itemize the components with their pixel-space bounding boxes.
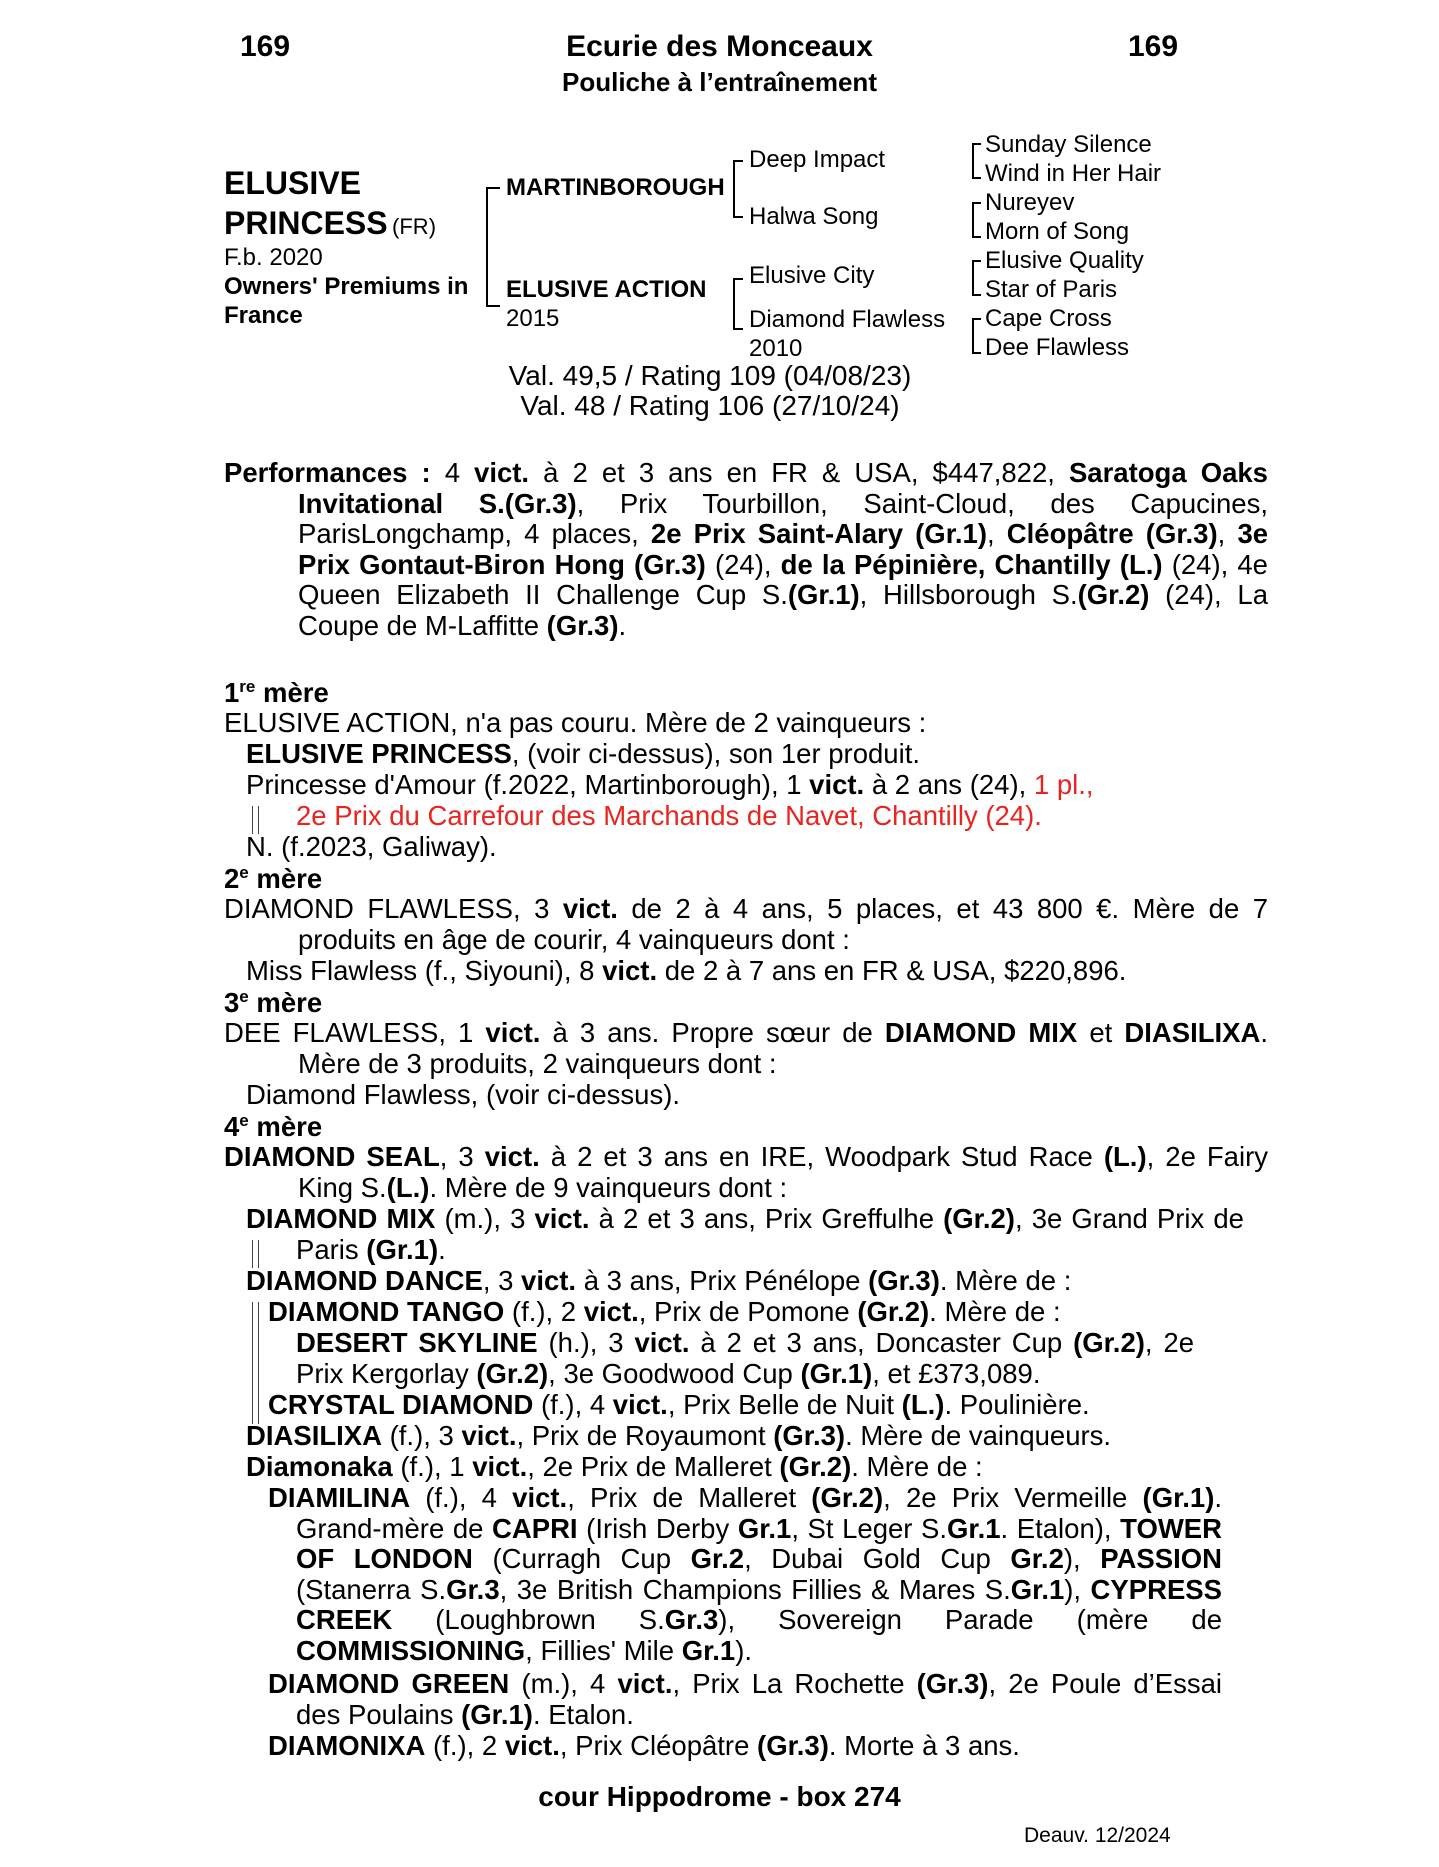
produce-text: , 3e British Champions Fillies & Mares S. [499, 1573, 1011, 1605]
perf-text: à 2 et 3 ans en FR & USA, $447,822, [529, 457, 1069, 488]
bracket-tick [972, 202, 981, 204]
produce-bold: TOWER OF LONDON [296, 1512, 1222, 1575]
produce-text: . Mère de : [929, 1296, 1061, 1327]
dam-text: et [1077, 1017, 1125, 1048]
produce-grade: (Gr.2) [1073, 1327, 1145, 1358]
produce-crystal-diamond [268, 1390, 1222, 1421]
dam-text: . Mère de 3 produits, 2 vainqueurs dont : [298, 1017, 1268, 1079]
produce-text: Princesse d'Amour (f.2022, Martinborough), 1 [246, 769, 810, 800]
gen3-nureyev: Nureyev [985, 189, 1075, 216]
produce-diamond-dance [246, 1266, 1244, 1297]
produce-text: . Poulinière. [944, 1389, 1090, 1420]
pedigree-bracket-gen1-bottom [486, 305, 500, 307]
sire-name: MARTINBOROUGH [506, 174, 725, 201]
dam-text: de 2 à 4 ans, 5 places, et 43 800 €. Mère de 7 produits en âge de courir, 4 vainqueurs dont : [298, 893, 1269, 955]
produce-diamond-mix [246, 1204, 1244, 1265]
bracket-tick [972, 318, 981, 320]
produce-text: . Etalon. [532, 1698, 634, 1730]
dam-vict: vict. [485, 1017, 541, 1048]
produce-text: , 3 [482, 1265, 522, 1296]
dam-bold-name: DIAMOND SEAL [224, 1141, 440, 1172]
dam-grade: (L.) [1103, 1141, 1147, 1172]
bracket-tick [972, 260, 981, 262]
produce-bold: Gr.2 [690, 1543, 745, 1575]
ordinal: 3 [224, 987, 240, 1018]
perf-text: , [986, 518, 1007, 550]
produce-grade: (Gr.1) [366, 1233, 439, 1265]
produce-text: . Mère de vainqueurs. [845, 1420, 1112, 1451]
produce-text: à 3 ans, Prix Pénélope [576, 1265, 869, 1296]
dam-sire: Elusive City [749, 262, 875, 289]
produce-text: ), [1064, 1573, 1091, 1605]
indent-marker [252, 1240, 259, 1268]
dam-text: DEE FLAWLESS, 1 [224, 1017, 486, 1048]
dam-year: 2015 [506, 305, 560, 332]
bracket-tick [972, 352, 981, 354]
produce-bold: (Gr.2) [811, 1482, 884, 1513]
produce-text: , Prix de Royaumont [516, 1420, 774, 1451]
bracket-gen3-3 [972, 260, 974, 296]
produce-grade: (Gr.1) [461, 1698, 533, 1730]
ordinal: 1 [224, 677, 240, 708]
produce-text: ), [1063, 1543, 1101, 1575]
stable-location: cour Hippodrome - box 274 [538, 1781, 901, 1812]
perf-bold: (Gr.3) [546, 609, 619, 641]
produce-vict: vict. [634, 1327, 690, 1358]
bracket-gen3-1 [972, 143, 974, 179]
dam-text: , 3 [439, 1141, 485, 1172]
dam-text: à 2 et 3 ans en IRE, Woodpark Stud Race [539, 1141, 1104, 1172]
gen3-elusive-quality: Elusive Quality [985, 247, 1144, 274]
produce-text: (f.), 2 [425, 1730, 505, 1761]
horse-name-line1: ELUSIVE [224, 165, 361, 201]
dam-grade: (L.) [386, 1171, 430, 1203]
produce-update-red: 1 pl., [1033, 769, 1094, 800]
produce-bold: Gr.1 [1010, 1573, 1065, 1605]
produce-bold: Gr.1 [737, 1512, 792, 1544]
indent-marker [252, 1302, 259, 1424]
dam-name: ELUSIVE ACTION [506, 276, 707, 303]
produce-vict: vict. [521, 1265, 577, 1296]
produce-vict: vict. [612, 1389, 668, 1420]
produce-text: . Mère de : [939, 1265, 1072, 1296]
produce-text: (Stanerra S. [296, 1573, 447, 1605]
produce-text: à 2 ans (24), [864, 769, 1034, 800]
horse-name-line2-wrap [224, 205, 436, 242]
produce-text: , 3e Grand Prix de Paris [296, 1203, 1244, 1265]
dam-text: DIAMOND FLAWLESS, 3 [224, 893, 563, 924]
produce-bold: vict. [512, 1482, 568, 1513]
third-dam-paragraph [224, 1018, 1268, 1079]
sire-dam: Halwa Song [749, 203, 879, 230]
heading-word: mère [263, 677, 329, 708]
ordinal-sup: re [239, 676, 256, 696]
produce-text: (h.), 3 [537, 1327, 635, 1358]
dam-bold-name: DIASILIXA [1124, 1017, 1261, 1048]
second-dam-paragraph [224, 894, 1268, 955]
produce-vict: vict. [504, 1730, 560, 1761]
perf-text: , Hillsborough S. [859, 579, 1078, 611]
produce-name: DIASILIXA [246, 1420, 382, 1451]
produce-text: ). [735, 1634, 753, 1666]
produce-text: de 2 à 7 ans en FR & USA, $220,896. [657, 955, 1127, 986]
gen3-wind-in-her-hair: Wind in Her Hair [985, 160, 1162, 187]
produce-bold: Gr.2 [1010, 1543, 1064, 1575]
fourth-dam-paragraph [224, 1142, 1268, 1203]
produce-desert-skyline [296, 1328, 1194, 1389]
produce-grade: (Gr.2) [779, 1451, 852, 1482]
ordinal: 2 [224, 863, 240, 894]
produce-bold: Gr.3 [664, 1604, 719, 1636]
consignor-title: Ecurie des Monceaux [566, 30, 873, 63]
produce-text: à 2 et 3 ans, Prix Greffulhe [589, 1203, 944, 1234]
first-dam-intro: ELUSIVE ACTION, n'a pas couru. Mère de 2 vainqueurs : [224, 707, 927, 738]
dam-text: à 3 ans. Propre sœur de [540, 1017, 885, 1048]
produce-text: (Irish Derby [577, 1512, 738, 1544]
produce-bold: CAPRI [492, 1512, 578, 1544]
dam-vict: vict. [562, 893, 618, 924]
first-dam-produce-1 [246, 739, 1194, 770]
produce-grade: (Gr.2) [943, 1203, 1015, 1234]
produce-text: ), Sovereign Parade (mère de [718, 1604, 1222, 1636]
produce-diamonaka [246, 1452, 1244, 1483]
produce-diamilina [268, 1483, 1222, 1667]
perf-bold: de la Pépinière, Chantilly (L.) [780, 548, 1163, 580]
lot-subtitle: Pouliche à l’entraînement [562, 67, 877, 97]
perf-text: . [618, 609, 627, 641]
produce-text: (f.), 4 [533, 1389, 613, 1420]
perf-bold: vict. [474, 457, 530, 488]
horse-country: (FR) [392, 214, 437, 239]
produce-name: DIAMOND TANGO [268, 1296, 505, 1327]
dam-vict: vict. [484, 1141, 540, 1172]
bracket-gen3-2 [972, 202, 974, 238]
produce-text: (Curragh Cup [472, 1543, 691, 1575]
update-marker [252, 806, 259, 834]
premium-line2: France [224, 302, 303, 329]
produce-text: . Grand-mère de [296, 1482, 1222, 1544]
pedigree-bracket-gen1 [486, 187, 488, 307]
produce-vict: vict. [809, 769, 865, 800]
produce-text: (f.), 4 [410, 1482, 513, 1513]
third-dam-heading [224, 987, 322, 1019]
produce-text: , 3e Goodwood Cup [548, 1357, 801, 1389]
premium-line1: Owners' Premiums in [224, 273, 469, 300]
perf-bold: Saratoga Oaks Invitational S.(Gr.3) [298, 457, 1268, 519]
produce-text: à 2 et 3 ans, Doncaster Cup [689, 1327, 1074, 1358]
produce-text: (m.), 4 [509, 1668, 618, 1699]
produce-grade: (Gr.2) [476, 1357, 549, 1389]
produce-text: , (voir ci-dessus), son 1er produit. [511, 738, 920, 769]
produce-text: , St Leger S. [791, 1512, 948, 1544]
bracket-tick [733, 160, 743, 162]
produce-diamond-green [268, 1669, 1222, 1730]
perf-text: 4 [430, 457, 475, 488]
produce-text: (f.), 3 [381, 1420, 462, 1451]
produce-vict: vict. [534, 1203, 590, 1234]
produce-bold: Gr.1 [947, 1512, 1001, 1544]
bracket-gen3-4 [972, 318, 974, 354]
produce-text: , Prix Belle de Nuit [667, 1389, 902, 1420]
produce-bold: Gr.3 [446, 1573, 500, 1605]
dam-text: , 2e Fairy King S. [298, 1141, 1268, 1203]
bracket-tick [972, 177, 981, 179]
first-dam-produce-3: N. (f.2023, Galiway). [246, 831, 497, 862]
produce-grade: (Gr.3) [757, 1730, 829, 1761]
produce-text: , Prix Cléopâtre [559, 1730, 758, 1761]
produce-text: . [438, 1233, 446, 1265]
produce-vict: vict. [461, 1420, 517, 1451]
performances-paragraph [224, 458, 1268, 642]
ordinal-sup: e [239, 862, 249, 882]
gen3-star-of-paris: Star of Paris [985, 276, 1118, 303]
produce-text: , 2e Poule d’Essai des Poulains [296, 1668, 1222, 1730]
horse-description: F.b. 2020 [224, 244, 323, 271]
lot-number-right: 169 [1128, 30, 1179, 63]
ordinal: 4 [224, 1111, 240, 1142]
heading-word: mère [256, 987, 323, 1018]
ordinal-sup: e [239, 986, 249, 1006]
produce-bold: COMMISSIONING [296, 1634, 526, 1666]
produce-vict: vict. [583, 1296, 639, 1327]
produce-text: . Mère de : [851, 1451, 983, 1482]
heading-word: mère [256, 863, 323, 894]
produce-name: DIAMONIXA [268, 1730, 426, 1761]
produce-grade: (Gr.3) [773, 1420, 846, 1451]
bracket-tick [972, 236, 981, 238]
produce-text: Miss Flawless (f., Siyouni), 8 [246, 955, 603, 986]
produce-grade: (Gr.3) [868, 1265, 940, 1296]
produce-vict: vict. [617, 1668, 673, 1699]
perf-bold: (Gr.1) [787, 579, 860, 611]
valuation-line2: Val. 48 / Rating 106 (27/10/24) [520, 390, 900, 421]
gen3-morn-of-song: Morn of Song [985, 218, 1130, 245]
produce-text: . Etalon), [1000, 1512, 1121, 1544]
produce-name: ELUSIVE PRINCESS [246, 738, 512, 769]
produce-text: (m.), 3 [435, 1203, 535, 1234]
heading-word: mère [256, 1111, 323, 1142]
produce-diamonixa [268, 1731, 1222, 1762]
bracket-tick [733, 216, 743, 218]
produce-diamond-tango [268, 1297, 1222, 1328]
valuation-line1: Val. 49,5 / Rating 109 (04/08/23) [508, 360, 912, 391]
dam-dam-year: 2010 [749, 335, 803, 362]
produce-name: DESERT SKYLINE [296, 1327, 538, 1358]
produce-name: Diamonaka [246, 1451, 393, 1482]
bracket-tick [972, 143, 981, 145]
produce-text: , Prix La Rochette [672, 1668, 917, 1699]
produce-bold: (Gr.1) [1142, 1482, 1215, 1513]
produce-text: (Loughbrown S. [392, 1604, 665, 1636]
produce-bold: Gr.1 [681, 1634, 736, 1666]
produce-text: . Morte à 3 ans. [828, 1730, 1020, 1761]
dam-dam: Diamond Flawless [749, 306, 946, 333]
produce-name: CRYSTAL DIAMOND [268, 1389, 534, 1420]
produce-diasilixa [246, 1421, 1244, 1452]
first-dam-heading [224, 677, 329, 709]
produce-text: , 2e Prix de Malleret [527, 1451, 780, 1482]
pedigree-bracket-gen1-top [486, 187, 500, 189]
lot-number-left: 169 [240, 30, 291, 63]
produce-name: DIAMOND MIX [246, 1203, 436, 1234]
produce-vict: vict. [602, 955, 658, 986]
horse-name-line2: PRINCESS [224, 205, 388, 241]
perf-text: (24), 4e Queen Elizabeth II Challenge Cup S. [298, 548, 1268, 611]
produce-text: , Prix de Pomone [638, 1296, 858, 1327]
pedigree-bracket-sire [733, 160, 735, 218]
first-dam-produce-2 [246, 770, 1194, 801]
perf-text: , [1217, 518, 1238, 550]
produce-text: , Fillies' Mile [525, 1634, 682, 1666]
produce-text: , 2e Prix Kergorlay [296, 1327, 1195, 1389]
fourth-dam-heading [224, 1111, 322, 1143]
sale-code: Deauv. 12/2024 [1024, 1824, 1171, 1847]
dam-text: . Mère de 9 vainqueurs dont : [429, 1171, 788, 1203]
sire-sire: Deep Impact [749, 146, 886, 173]
produce-grade: (Gr.3) [916, 1668, 989, 1699]
produce-grade: (Gr.2) [857, 1296, 930, 1327]
produce-text: (f.), 2 [504, 1296, 584, 1327]
produce-name: DIAMOND GREEN [268, 1668, 510, 1699]
perf-bold: 3e Prix Gontaut-Biron Hong (Gr.3) [298, 518, 1269, 580]
second-dam-produce [246, 956, 1194, 987]
gen3-dee-flawless: Dee Flawless [985, 334, 1130, 361]
produce-text: , 2e Prix Vermeille [883, 1482, 1143, 1513]
perf-text: (24), [705, 548, 781, 580]
perf-bold: Cléopâtre (Gr.3) [1006, 518, 1218, 550]
ordinal-sup: e [239, 1110, 249, 1130]
produce-bold: PASSION [1100, 1543, 1222, 1575]
perf-bold: (Gr.2) [1077, 579, 1150, 611]
produce-name: DIAMOND DANCE [246, 1265, 483, 1296]
pedigree-bracket-dam [733, 278, 735, 330]
produce-grade: (Gr.1) [800, 1357, 873, 1389]
dam-bold-name: DIAMOND MIX [884, 1017, 1078, 1048]
perf-bold: 2e Prix Saint-Alary (Gr.1) [650, 518, 987, 550]
produce-text: , Dubai Gold Cup [744, 1543, 1011, 1575]
produce-grade: (L.) [901, 1389, 945, 1420]
perf-text: , Prix Tourbillon, Saint-Cloud, des Capucines, ParisLongchamp, 4 places, [298, 487, 1268, 550]
bracket-tick [733, 278, 743, 280]
first-dam-produce-2-update: 2e Prix du Carrefour des Marchands de Navet, Chantilly (24). [296, 800, 1042, 831]
third-dam-produce: Diamond Flawless, (voir ci-dessus). [246, 1079, 680, 1110]
produce-bold: DIAMILINA [268, 1482, 411, 1513]
produce-bold: CYPRESS CREEK [296, 1573, 1222, 1636]
gen3-sunday-silence: Sunday Silence [985, 131, 1152, 158]
second-dam-heading [224, 863, 322, 895]
produce-vict: vict. [472, 1451, 528, 1482]
bracket-tick [733, 328, 743, 330]
perf-text: (24), La Coupe de M-Laffitte [298, 579, 1268, 641]
bracket-tick [972, 294, 981, 296]
gen3-cape-cross: Cape Cross [985, 305, 1112, 332]
produce-text: , Prix de Malleret [567, 1482, 812, 1513]
performances-label: Performances : [224, 457, 431, 488]
produce-text: , et £373,089. [872, 1357, 1041, 1389]
produce-text: (f.), 1 [392, 1451, 473, 1482]
